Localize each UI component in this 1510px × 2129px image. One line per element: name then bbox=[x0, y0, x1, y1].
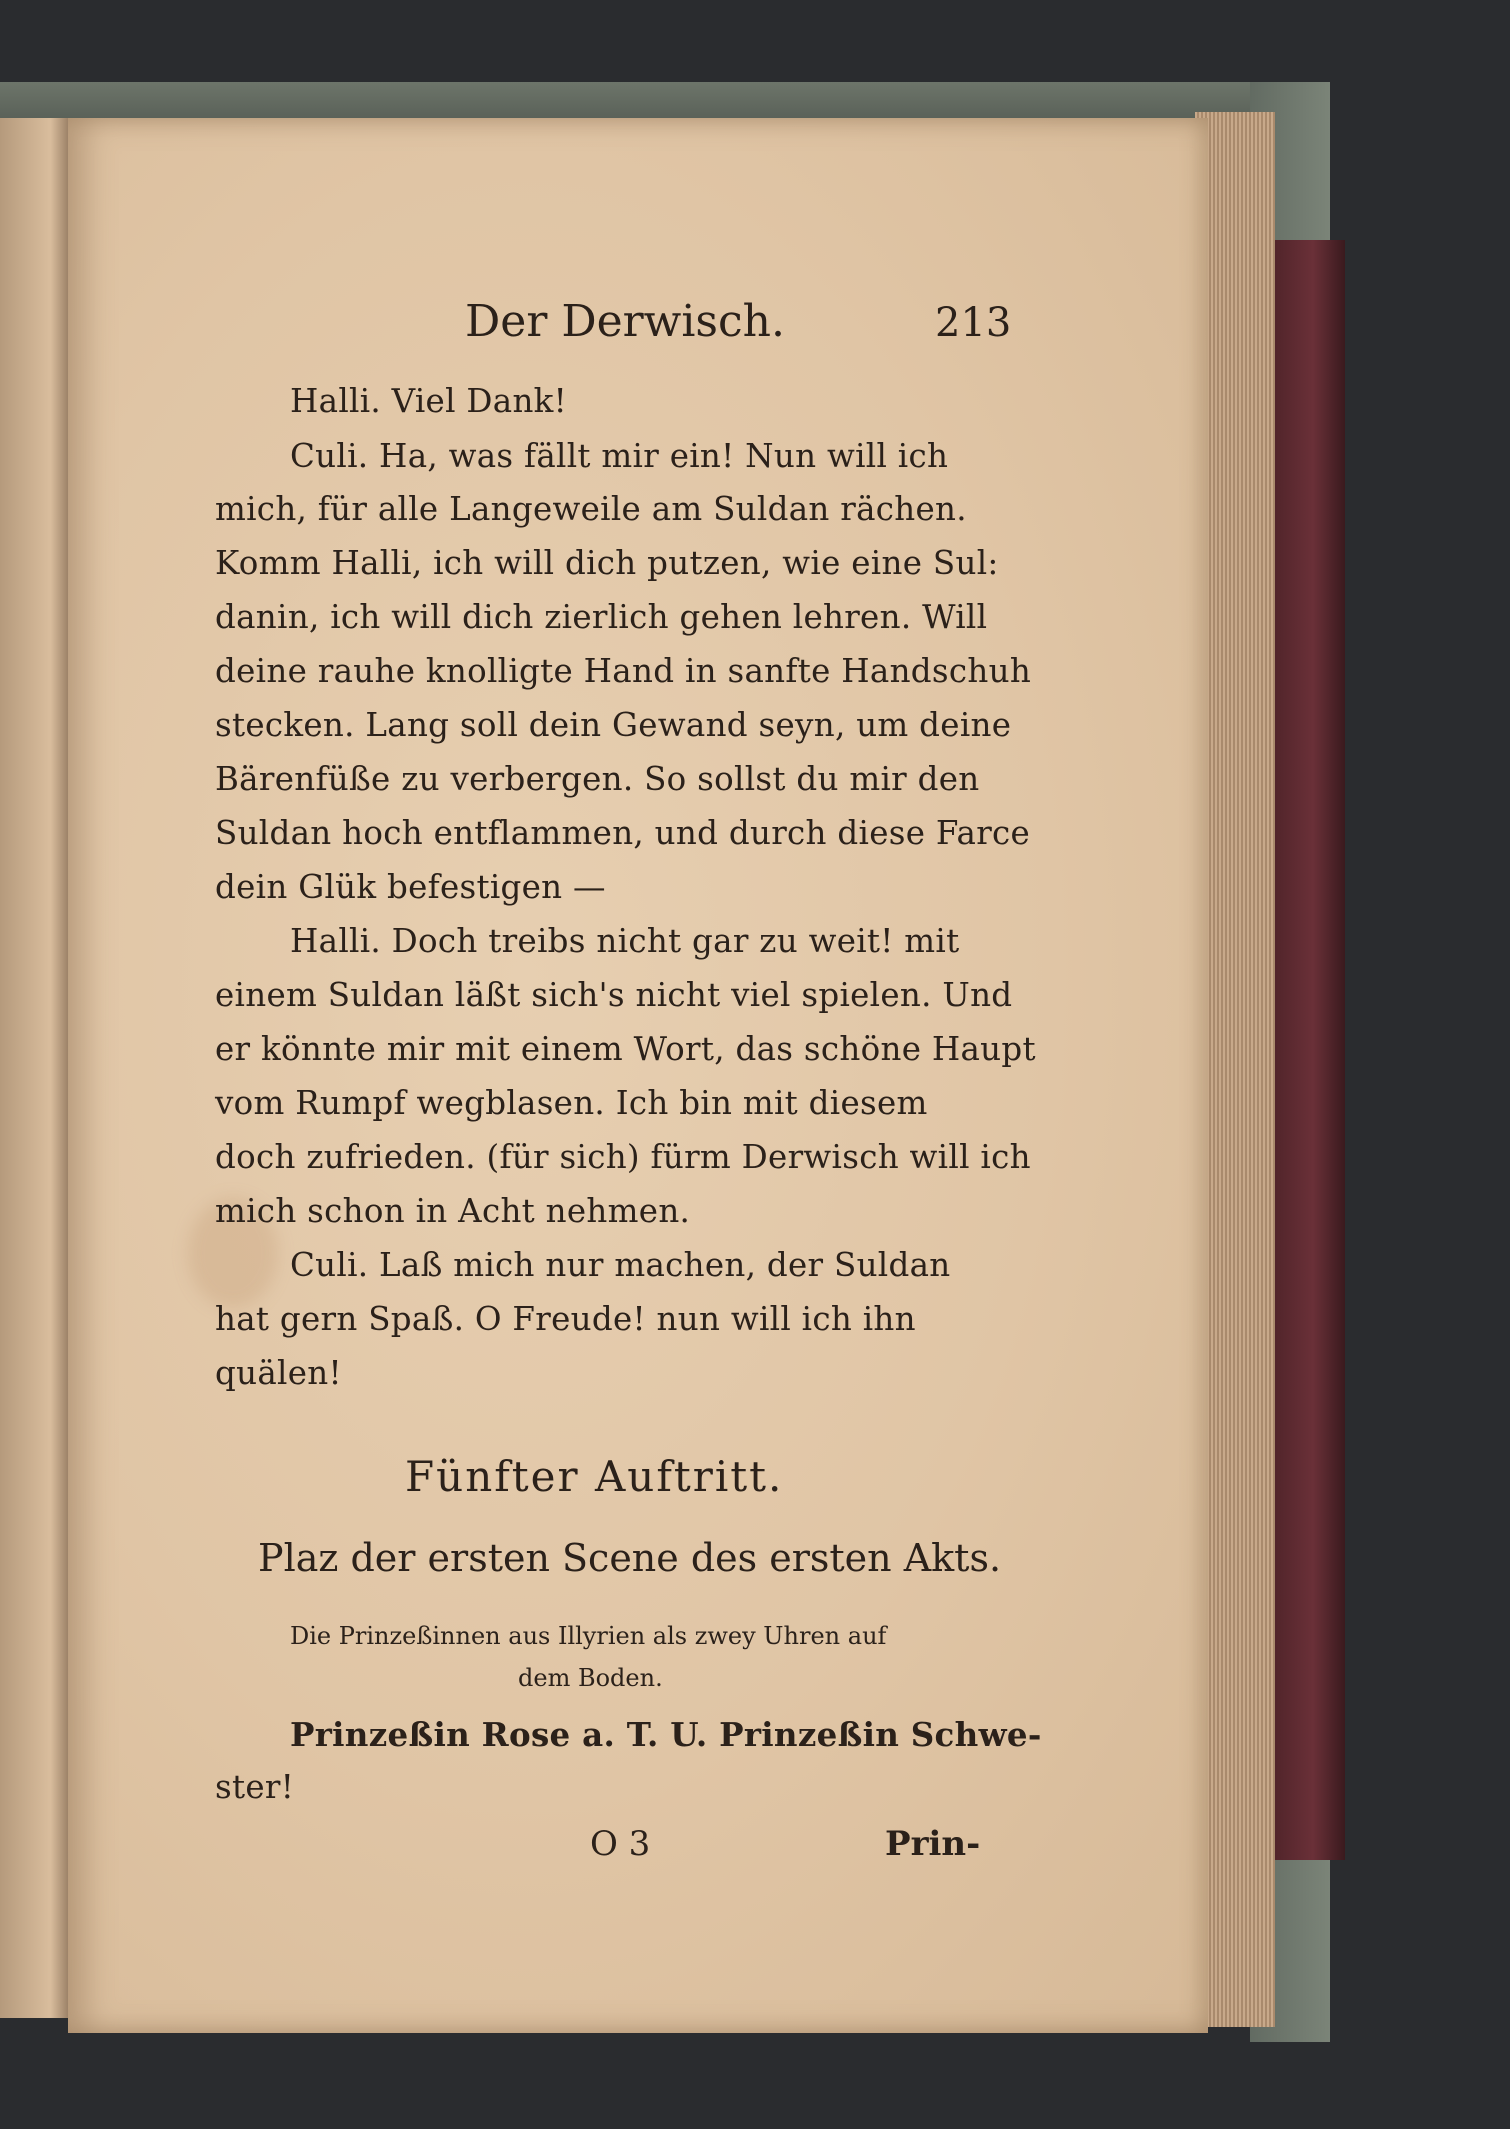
text-line: Halli. Viel Dank! bbox=[290, 382, 568, 420]
text-line: hat gern Spaß. O Freude! nun will ich ihn bbox=[215, 1300, 916, 1338]
text-line: Prinzeßin Rose a. T. U. Prinzeßin Schwe- bbox=[290, 1715, 1042, 1754]
text-line: Culi. Ha, was fällt mir ein! Nun will ich bbox=[290, 437, 949, 475]
text-line: mich, für alle Langeweile am Suldan rächen. bbox=[215, 490, 967, 528]
book-cover-board bbox=[1265, 240, 1345, 1860]
text-line: Halli. Doch treibs nicht gar zu weit! mit bbox=[290, 922, 960, 960]
scene-setting: Plaz der ersten Scene des ersten Akts. bbox=[258, 1536, 1002, 1580]
scene-heading: Fünfter Auftritt. bbox=[405, 1452, 784, 1501]
text-line: quälen! bbox=[215, 1354, 342, 1392]
text-line: Culi. Laß mich nur machen, der Suldan bbox=[290, 1246, 951, 1284]
text-line: Komm Halli, ich will dich putzen, wie eine Sul: bbox=[215, 544, 999, 582]
stage-direction: Die Prinzeßinnen aus Illyrien als zwey Uhren auf bbox=[290, 1622, 887, 1650]
text-line: ster! bbox=[215, 1768, 295, 1806]
text-line: danin, ich will dich zierlich gehen lehren. Will bbox=[215, 598, 988, 636]
text-line: doch zufrieden. (für sich) fürm Derwisch will ich bbox=[215, 1138, 1031, 1176]
text-line: dein Glük befestigen — bbox=[215, 868, 606, 906]
text-line: Suldan hoch entflammen, und durch diese Farce bbox=[215, 814, 1031, 852]
text-line: vom Rumpf wegblasen. Ich bin mit diesem bbox=[215, 1084, 928, 1122]
page-number: 213 bbox=[935, 300, 1012, 346]
text-line: deine rauhe knolligte Hand in sanfte Handschuh bbox=[215, 652, 1032, 690]
text-line: Bärenfüße zu verbergen. So sollst du mir den bbox=[215, 760, 980, 798]
stage-direction: dem Boden. bbox=[518, 1664, 663, 1692]
text-line: einem Suldan läßt sich's nicht viel spielen. Und bbox=[215, 976, 1013, 1014]
facing-page-edge bbox=[0, 118, 72, 2018]
text-line: stecken. Lang soll dein Gewand seyn, um deine bbox=[215, 706, 1012, 744]
text-line: er könnte mir mit einem Wort, das schöne Haupt bbox=[215, 1030, 1036, 1068]
text-line: mich schon in Acht nehmen. bbox=[215, 1192, 691, 1230]
running-head: Der Derwisch. bbox=[465, 296, 785, 347]
signature-mark: O 3 bbox=[590, 1824, 651, 1864]
catchword: Prin- bbox=[885, 1824, 981, 1864]
